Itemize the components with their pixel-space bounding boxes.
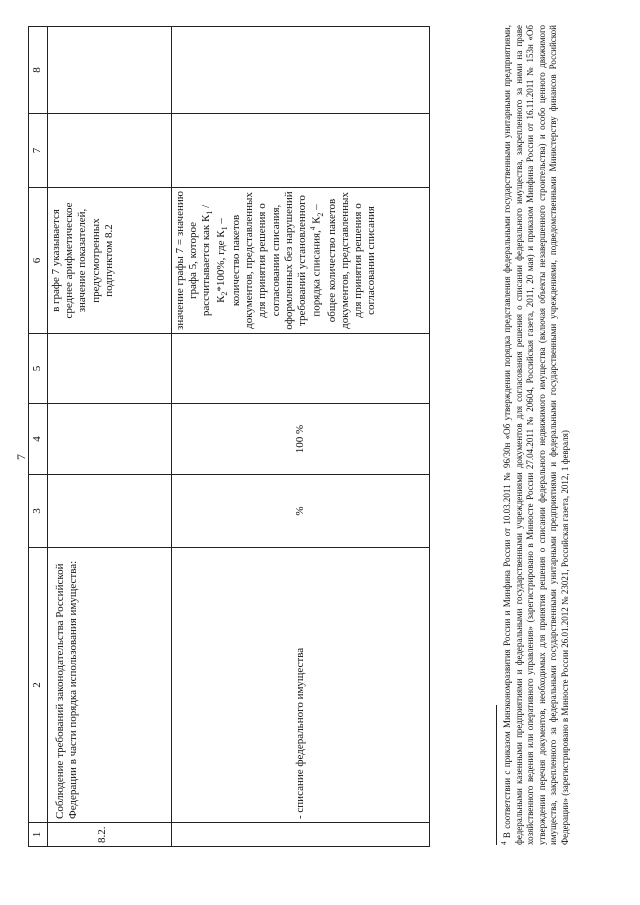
col-header-1: 1 xyxy=(29,823,48,847)
col-header-7: 7 xyxy=(29,114,48,188)
row-title: Соблюдение требований законодательства Российской Федерации в части порядка использования имущества: xyxy=(48,548,172,823)
header-row xyxy=(29,27,48,847)
writeoff-norm: 100 % xyxy=(172,404,430,475)
col-header-2: 2 xyxy=(29,548,48,823)
footnote-marker: 4 xyxy=(500,841,508,845)
col-header-6: 6 xyxy=(29,188,48,334)
table-row-8-2 xyxy=(48,27,172,847)
indicator-table xyxy=(28,26,430,847)
row-number: 8.2. xyxy=(48,823,172,847)
footnote-separator xyxy=(496,705,497,845)
col-header-3: 3 xyxy=(29,475,48,548)
row-8-2-method: в графе 7 указывается среднее арифметическое значение показателей, предусмотренных подпунктом 8.2 xyxy=(48,188,172,334)
col-header-5: 5 xyxy=(29,334,48,404)
writeoff-formula: значение графы 7 = значению графа 5, которое рассчитывается как $К_1$ $/К_2*100\%$, где $К_1$ – количество пакетов документов, представленных для принятия решения о согласовании списания, оформленных без нарушений требований установленного порядка списания,$^4$ $К_2$ – общее количество пакетов документов, представленных для принятия решения о согласовании списания xyxy=(172,188,430,334)
writeoff-label: - списание федерального имущества xyxy=(172,548,430,823)
col-header-8: 8 xyxy=(29,27,48,114)
footnote-ref: 4 xyxy=(309,226,318,231)
table-row-writeoff xyxy=(172,27,430,847)
page-number: 7 xyxy=(14,454,28,460)
footnote xyxy=(500,25,571,845)
col-header-4: 4 xyxy=(29,404,48,475)
writeoff-unit: % xyxy=(172,475,430,548)
footnote-text: В соответствии с приказом Минэкономразвития России и Минфина России от 10.03.2011 № 96/30н «Об утверждении порядка представления федеральными государственными унитарными предприятиями, федеральными казенными предприятиями и федеральными государственными учреждениями документов для согласования решения о списании федерального имущества, закрепленного за ними на праве хозяйственного ведения или оперативного управления» (зарегистрировано в Минюсте России 27.04.2011 № 20604, Российская газета, 2011, 20 мая) и приказом Минфина России от 16.11.2011 № 153н «Об утверждении перечня документов, необходимых для принятия решения о списании федерального недвижимого имущества (включая объекты незавершенного строительства) и особо ценного движимого имущества, закрепленного за федеральными государственными унитарными предприятиями и федеральными государственными учреждениями, подведомственными Министерству финансов Российской Федерации» (зарегистрировано в Минюсте России 26.01.2012 № 23021, Российская газета, 2012, 1 февраля) xyxy=(502,24,570,845)
